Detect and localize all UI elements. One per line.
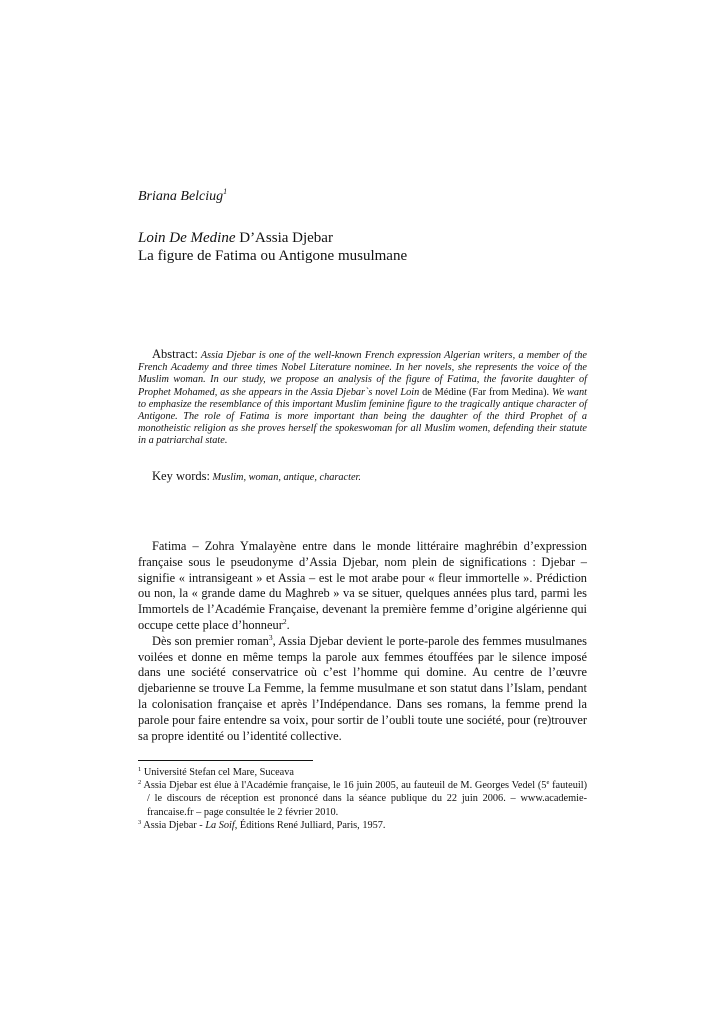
footnote-3: $^3$ Assia Djebar - La Soif, Éditions René Julliard, Paris, 1957.: [138, 818, 386, 831]
abstract-label: Abstract:: [152, 347, 198, 361]
keywords: [138, 470, 587, 484]
footnotes: [138, 766, 587, 832]
body-text: [138, 539, 587, 744]
book-title: La Soif: [205, 819, 235, 831]
abstract: Abstract: Assia Djebar is one of the well-known French expression Algerian writers, a member of the French Academy and three times Nobel Literature nominee. In her novels, she represents the voice of the Muslim woman. In our study, we propose an analysis of the figure of Fatima, the favorite daughter of Prophet Mohamed, as she appears in the Assia Djebar`s novel Loin de Médine (Far from Medina). We want to emphasize the resemblance of this important Muslim feminine figure to the tragically antique character of Antigone. The role of Fatima is more important than being the daughter of the third Prophet of a monotheistic religion as she proves herself the spokeswoman for all Muslim women, defending their statute in a patriarchal state.: [138, 347, 587, 447]
title-line-2: La figure de Fatima ou Antigone musulmane: [138, 248, 408, 264]
footnote-separator: [138, 760, 313, 761]
keywords-text: Muslim, woman, antique, character.: [209, 472, 361, 483]
paper-title: [138, 229, 598, 265]
title-novel-name: Loin De Medine: [138, 230, 236, 246]
title-line-1: Loin De Medine D’Assia Djebar: [138, 230, 333, 246]
author-name: Briana Belciug$^1$: [138, 187, 228, 204]
keywords-label: Key words:: [152, 469, 210, 483]
footnote-1: $^1$ Université Stefan cel Mare, Suceava: [138, 766, 294, 778]
paragraph-1: Fatima – Zohra Ymalayène entre dans le monde littéraire maghrébin d’expression française sous le pseudonyme d’Assia Djebar, nom plein de significations : Djebar – signifie « intransigeant » et Assia – est le mot arabe pour « fleur immortelle ». Prédiction ou non, la « grande dame du Maghreb » va se situer, quelques années plus tard, parmi les Immortels de l’Académie Française, devenant la première femme d’origine algérienne qui occupe cette place d’honneur$^2$.: [138, 539, 587, 632]
footnote-ref-1[interactable]: 1: [223, 187, 228, 196]
paragraph-2: Dès son premier roman$^3$, Assia Djebar devient le porte-parole des femmes musulmanes voilées et donne en même temps la parole aux femmes étouffées par le silence imposé dans une société conservatrice où c’est l’homme qui domine. Au centre de l’œuvre djebarienne se trouve La Femme, la femme musulmane et son statut dans l’Islam, pendant la colonisation française et après l’Indépendance. Dans ses romans, la femme prend la parole pour faire entendre sa voix, pour sortir de l’oubli toute une société, pour (re)trouver sa propre identité ou l’identité collective.: [138, 632, 587, 743]
footnote-ref-3[interactable]: 3: [268, 632, 273, 642]
novel-title: Loin: [400, 386, 420, 398]
footnote-ref-2[interactable]: 2: [282, 616, 287, 626]
footnote-2: $^2$ Assia Djebar est élue à l'Académie française, le 16 juin 2005, au fauteuil de M. Georges Vedel (5e fauteuil) / le discours de réception est prononcé dans la séance publique du 22 juin 2006. – www.academie-francaise.fr – page consultée le 2 février 2010.: [138, 779, 588, 818]
